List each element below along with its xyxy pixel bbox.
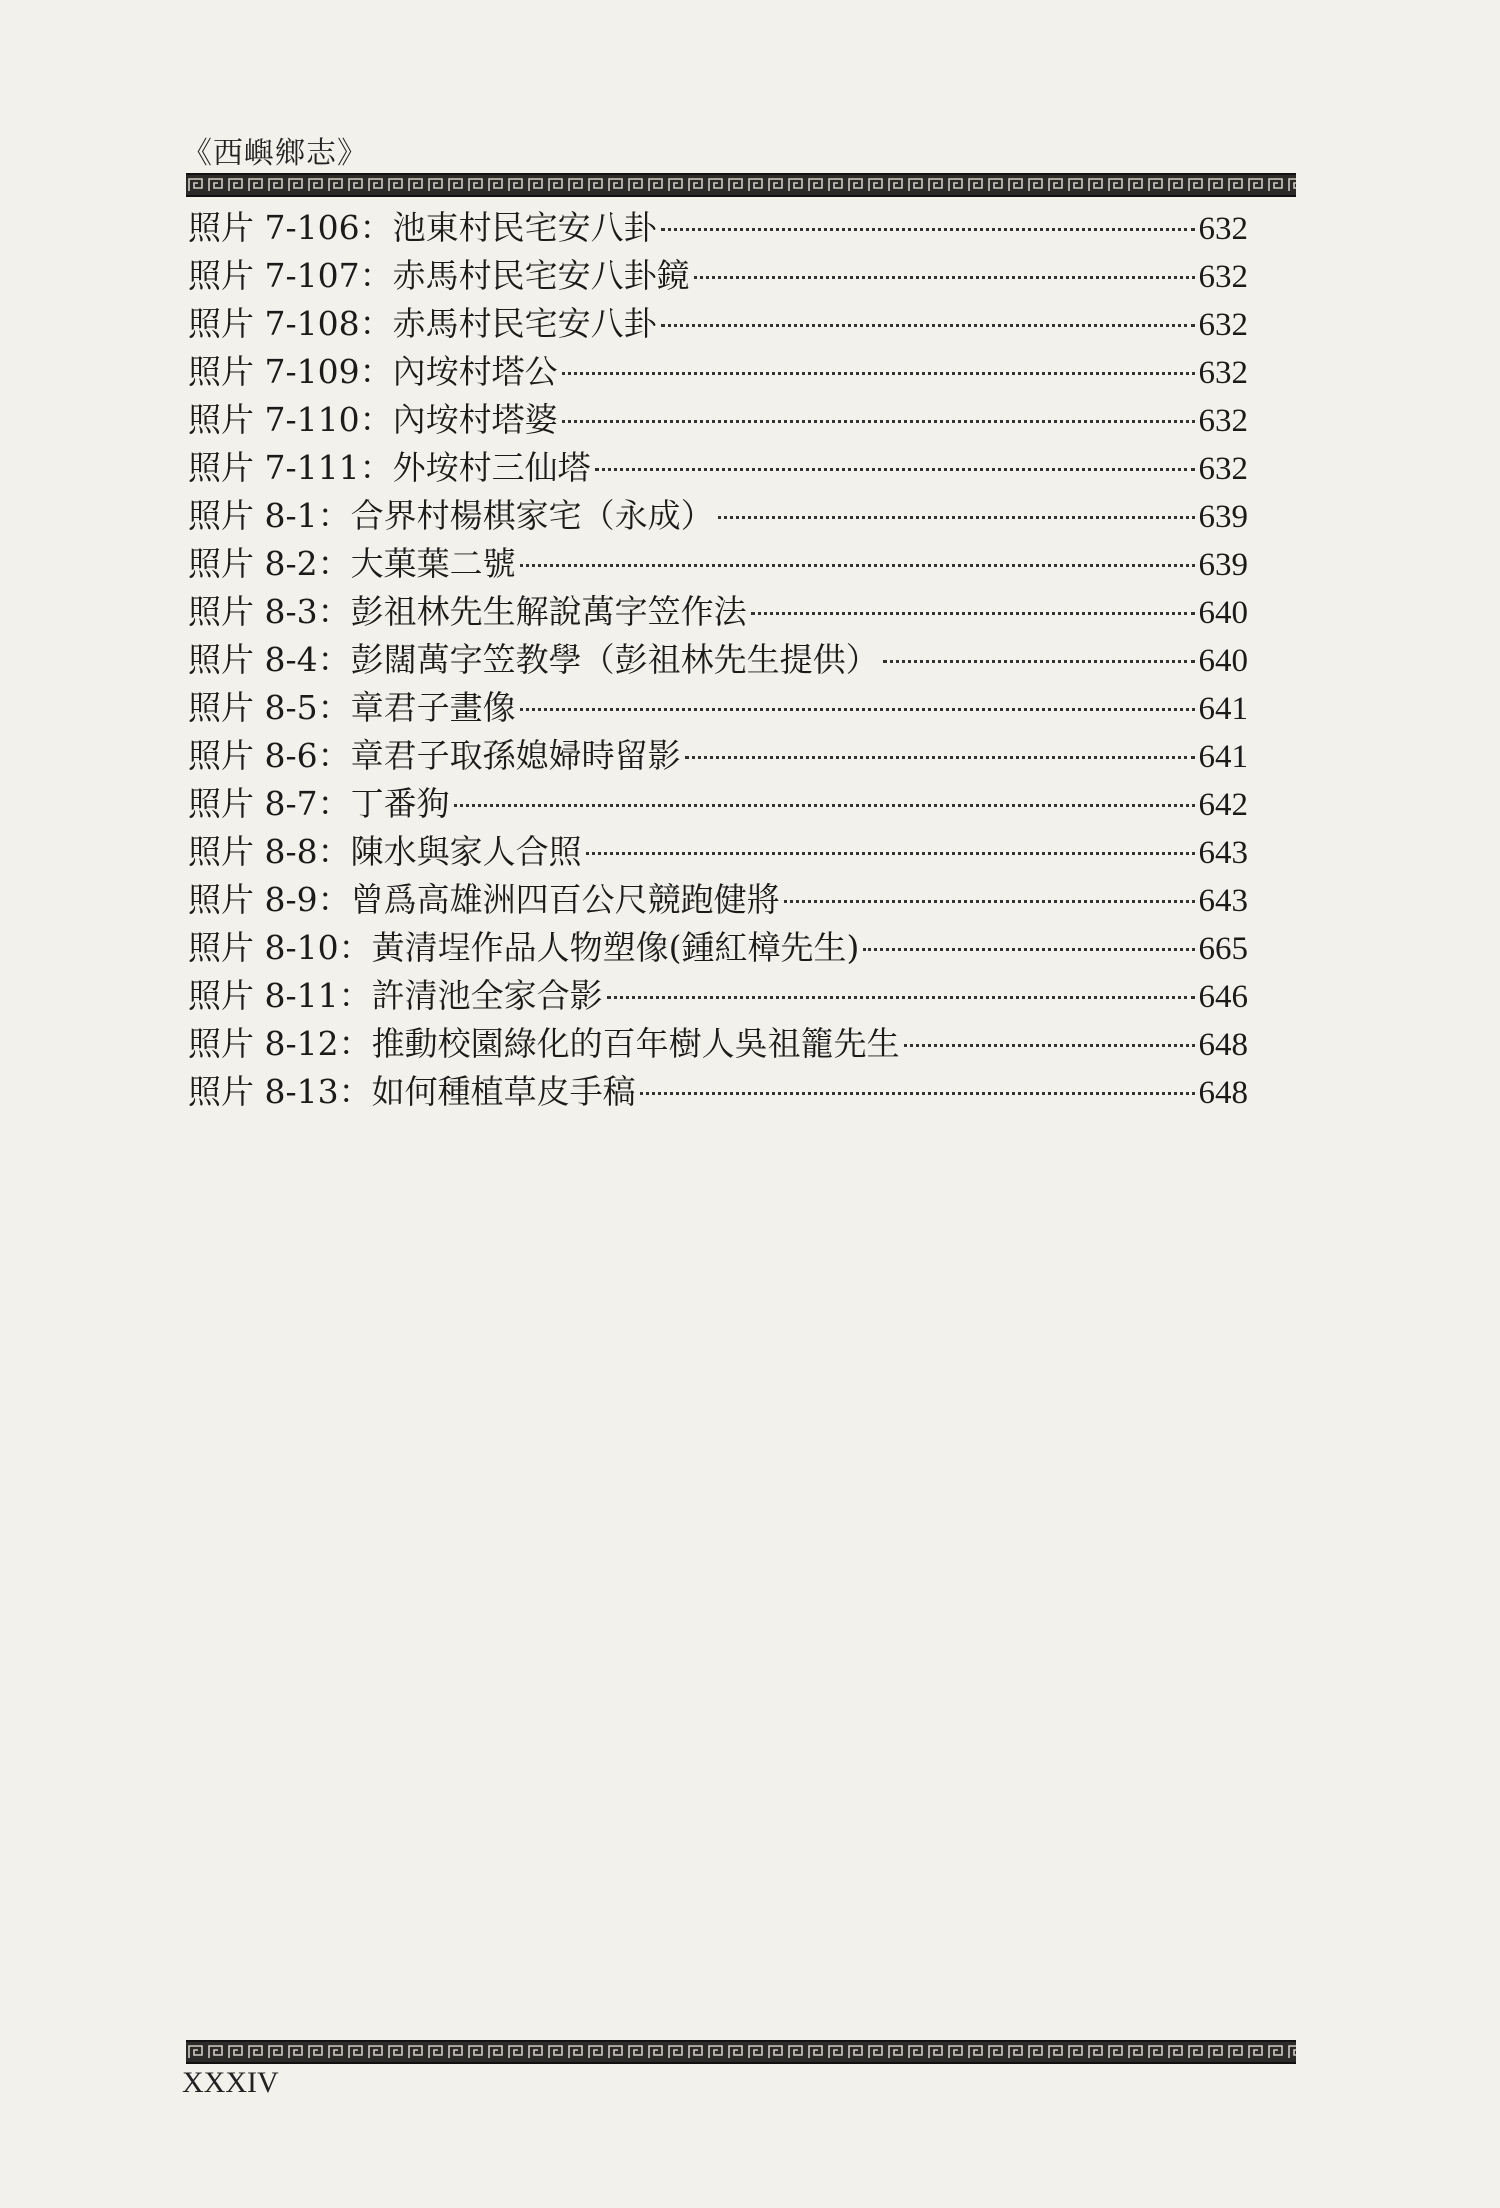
toc-entry-page: 632 <box>1198 307 1248 343</box>
toc-entry-label: 照片 8-11：許清池全家合影 <box>188 976 603 1015</box>
toc-entry-label: 照片 8-2：大菓葉二號 <box>188 544 516 583</box>
toc-row <box>188 1068 1248 1116</box>
toc-entry-page: 641 <box>1198 691 1248 727</box>
toc-entry-label: 照片 8-10：黃清埕作品人物塑像(鍾紅樟先生) <box>188 928 860 967</box>
toc-row <box>188 396 1248 444</box>
toc-row <box>188 780 1248 828</box>
toc-entry-page: 642 <box>1198 787 1248 823</box>
toc-entry-label: 照片 7-106：池東村民宅安八卦 <box>188 208 657 247</box>
toc-row <box>188 204 1248 252</box>
toc-entry-page: 639 <box>1198 499 1248 535</box>
toc-row <box>188 636 1248 684</box>
toc-entry-page: 640 <box>1198 595 1248 631</box>
toc-row <box>188 348 1248 396</box>
dot-leader <box>685 756 1195 759</box>
fret-pattern-bottom <box>186 2042 1296 2062</box>
toc-entry-page: 640 <box>1198 643 1248 679</box>
dot-leader <box>595 468 1195 471</box>
toc-row <box>188 444 1248 492</box>
toc-entry-label: 照片 8-6：章君子取孫媳婦時留影 <box>188 736 681 775</box>
toc-row <box>188 972 1248 1020</box>
dot-leader <box>661 228 1195 231</box>
dot-leader <box>520 564 1195 567</box>
toc-entry-label: 照片 8-4：彭闊萬字笠教學（彭祖林先生提供） <box>188 640 879 679</box>
toc-entry-label: 照片 8-3：彭祖林先生解說萬字笠作法 <box>188 592 747 631</box>
dot-leader <box>784 900 1195 903</box>
dot-leader <box>454 804 1195 807</box>
toc-entry-page: 632 <box>1198 211 1248 247</box>
toc-entry-label: 照片 7-110：內垵村塔婆 <box>188 400 558 439</box>
toc-entry-page: 632 <box>1198 403 1248 439</box>
toc-row <box>188 492 1248 540</box>
toc-entry-page: 632 <box>1198 355 1248 391</box>
toc-row <box>188 684 1248 732</box>
dot-leader <box>883 660 1195 663</box>
toc-entry-page: 632 <box>1198 259 1248 295</box>
dot-leader <box>863 948 1194 951</box>
book-title-header: 《西嶼鄉志》 <box>182 136 368 171</box>
toc-entry-page: 632 <box>1198 451 1248 487</box>
toc-row <box>188 588 1248 636</box>
toc-row <box>188 876 1248 924</box>
toc-row <box>188 828 1248 876</box>
toc-entry-page: 641 <box>1198 739 1248 775</box>
dot-leader <box>640 1092 1195 1095</box>
fret-pattern-top <box>186 175 1296 195</box>
toc-entry-label: 照片 8-5：章君子畫像 <box>188 688 516 727</box>
page-number: XXXIV <box>182 2066 279 2099</box>
toc-entry-page: 648 <box>1198 1075 1248 1111</box>
toc-entry-page: 639 <box>1198 547 1248 583</box>
toc-entry-label: 照片 7-108：赤馬村民宅安八卦 <box>188 304 657 343</box>
toc-entry-page: 648 <box>1198 1027 1248 1063</box>
toc-entry-page: 643 <box>1198 835 1248 871</box>
toc-entry-label: 照片 8-13：如何種植草皮手稿 <box>188 1072 636 1111</box>
dot-leader <box>586 852 1195 855</box>
toc-entry-label: 照片 8-1：合界村楊棋家宅（永成） <box>188 496 714 535</box>
toc-entry-page: 665 <box>1198 931 1248 967</box>
dot-leader <box>718 516 1195 519</box>
dot-leader <box>607 996 1195 999</box>
dot-leader <box>751 612 1195 615</box>
toc-entry-label: 照片 8-9：曾爲高雄洲四百公尺競跑健將 <box>188 880 780 919</box>
toc-entry-label: 照片 8-8：陳水與家人合照 <box>188 832 582 871</box>
photo-index-list <box>188 204 1248 1116</box>
toc-row <box>188 540 1248 588</box>
toc-row <box>188 252 1248 300</box>
toc-row <box>188 732 1248 780</box>
toc-row <box>188 1020 1248 1068</box>
toc-entry-label: 照片 8-7：丁番狗 <box>188 784 450 823</box>
toc-entry-label: 照片 8-12：推動校園綠化的百年樹人吳祖籠先生 <box>188 1024 900 1063</box>
dot-leader <box>520 708 1195 711</box>
toc-entry-page: 646 <box>1198 979 1248 1015</box>
toc-entry-label: 照片 7-109：內垵村塔公 <box>188 352 558 391</box>
dot-leader <box>661 324 1195 327</box>
toc-entry-label: 照片 7-107：赤馬村民宅安八卦鏡 <box>188 256 690 295</box>
toc-row <box>188 300 1248 348</box>
dot-leader <box>694 276 1195 279</box>
toc-entry-page: 643 <box>1198 883 1248 919</box>
dot-leader <box>562 420 1195 423</box>
dot-leader <box>562 372 1195 375</box>
toc-entry-label: 照片 7-111：外垵村三仙塔 <box>188 448 591 487</box>
toc-row <box>188 924 1248 972</box>
dot-leader <box>904 1044 1195 1047</box>
decorative-border-bottom <box>186 2040 1296 2064</box>
decorative-border-top <box>186 173 1296 197</box>
